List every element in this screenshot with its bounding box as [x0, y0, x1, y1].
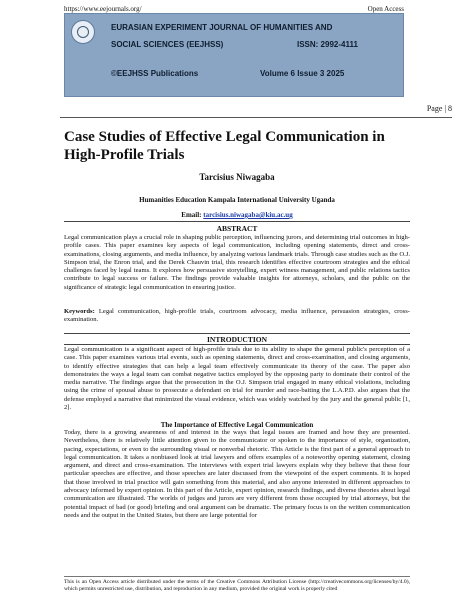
keywords-line [64, 308, 410, 325]
header-divider [60, 117, 452, 118]
keywords-text: Legal communication, high-profile trials, courtroom advocacy, media influence, persuasion strategies, cross-examination. [64, 308, 410, 324]
section-subheading: The Importance of Effective Legal Communication [160, 421, 314, 429]
author-email-line [0, 211, 474, 219]
abstract-text: Legal communication plays a crucial role in shaping public perception, influencing jurors, and determining trial outcomes in high-profile cases. This paper examines key aspects of legal communication, including opening statements, direct and cross-examinations, closing arguments, and media influence, by analyzing various landmark trials. Through case studies such as the O.J. Simpson trial, the Enron trial, and the Derek Chauvin trial, this research identifies effective courtroom strategies and the ethical challenges faced by legal teams. It explores how persuasive storytelling, expert witness management, and public relations tactics contribute to legal success or failure. The findings provide valuable insights for attorneys, scholars, and the public on the significance of strategic legal communication in ensuring justice. [64, 234, 410, 291]
publisher-label: ©EEJHSS Publications [111, 69, 199, 78]
email-label: Email: [181, 211, 202, 219]
email-link[interactable]: tarcisius.niwagaba@kiu.ac.ug [203, 211, 293, 219]
abstract-heading: ABSTRACT [216, 224, 258, 233]
intro-text: Legal communication is a significant aspect of high-profile trials due to its ability to shape the general public's perception of a case. This paper examines various trial events, such as opening statements, direct and cross-examination, and closing arguments, to identify effective strategies that can help a legal team effectively communicate its theory of the case. The paper also demonstrates the ways a legal team can combat negative tactics employed by the opposing party to dominate their control of the media narrative. The findings argue that the prosecution in the O.J. Simpson trial engaged in many ethical violations, including using the crime of spousal abuse to prosecute a defendant on trial for murder and race-baiting the L.A.P.D. also argues that the defense employed a narrative that minimized the visual evidence, which was widely watched by the jury and the general public [1, 2]. [64, 346, 410, 412]
page-number: Page | 8 [426, 104, 452, 113]
open-access-label: Open Access [367, 5, 404, 13]
journal-issn: ISSN: 2992-4111 [297, 40, 358, 49]
journal-url[interactable]: https://www.eejournals.org/ [64, 5, 142, 13]
license-footer: This is an Open Access article distributed under the terms of the Creative Commons Attribution License (http://creativecommons.org/licenses/by/4.0), which permits unrestricted use, distribution, and reproduction in any medium, provided the original work is properly cited [64, 579, 410, 592]
section-body-text: Today, there is a growing awareness of and interest in the ways that legal issues are framed and how they are presented. Nevertheless, there is relatively little attention given to the communicator or spoken to the importance of style, organization, pacing, expectations, or even to the surrounding visual or nonverbal rhetoric. This Article is the first part of a general approach to legal communication. It takes a nonbiased look at trial lawyers and offers examples of a noteworthy opening statement, closing argument, and direct and cross-examination. The interviews with expert trial lawyers explain why they believe that these four particular speeches are effective, and those speeches are later discussed from the viewpoint of the expert comments. It is hoped that those involved in trial practice will gain something from this material, and also anyone interested in different approaches to advocacy informed by expert opinion. In this part of the Article, expert opinion, research findings, and diverse theories about legal communication are illustrated. The worlds of judges and jurors are very different from those occupied by trial attorneys, but the potential impact of bad (or good) briefing and oral argument can be dramatic. The primary focus is on the written communication needs and the output in the United States, but there are large potential for [64, 429, 410, 519]
footer-divider [64, 576, 410, 577]
keywords-label: Keywords: [64, 308, 95, 315]
journal-banner [64, 13, 404, 97]
intro-divider-top [64, 333, 410, 334]
journal-name-line1: EURASIAN EXPERIMENT JOURNAL OF HUMANITIES AND [111, 23, 333, 32]
author-name: Tarcisius Niwagaba [199, 172, 275, 182]
journal-logo-icon [71, 20, 95, 44]
intro-divider-bottom [64, 344, 410, 345]
abstract-divider [64, 221, 410, 222]
volume-issue: Volume 6 Issue 3 2025 [260, 69, 345, 78]
author-affiliation: Humanities Education Kampala International University Uganda [139, 196, 335, 204]
intro-heading: INTRODUCTION [206, 335, 267, 344]
paper-title: Case Studies of Effective Legal Communication in High-Profile Trials [64, 129, 385, 163]
journal-name-line2: SOCIAL SCIENCES (EEJHSS) [111, 40, 224, 49]
